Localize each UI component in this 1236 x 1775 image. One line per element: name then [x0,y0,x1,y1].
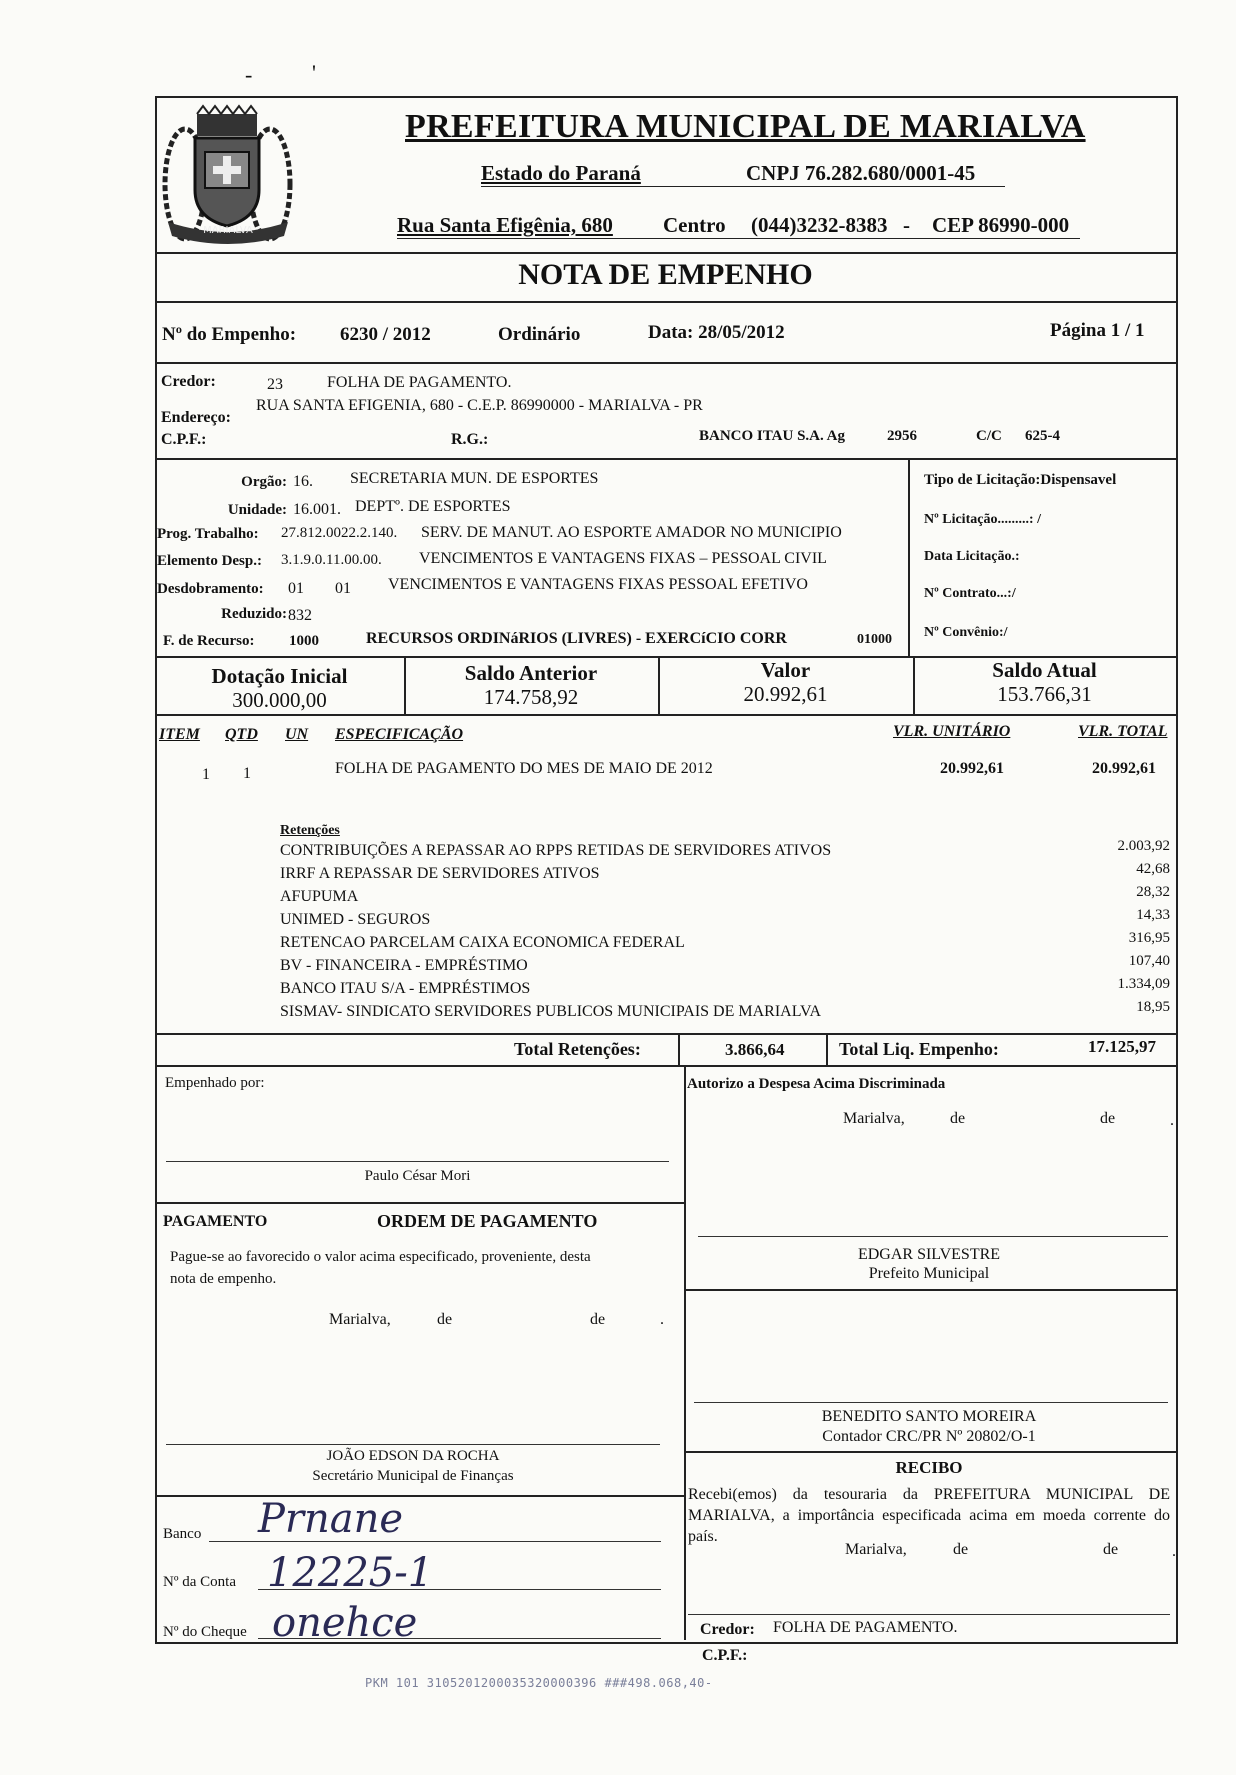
banco-handwritten: Prnane [258,1496,404,1542]
pagamento-text-line-2: nota de empenho. [170,1271,277,1287]
saldo-atual-label: Saldo Atual [992,658,1097,682]
retencao-description: AFUPUMA [280,888,359,905]
convenio-number: Nº Convênio:/ [924,625,1008,640]
elemento-code: 3.1.9.0.11.00.00. [281,552,382,568]
total-retencoes-label: Total Retenções: [514,1039,641,1059]
cheque-label: Nº do Cheque [163,1624,247,1640]
recibo-de-1: de [953,1541,969,1558]
prog-code: 27.812.0022.2.140. [281,525,398,541]
empenho-number-label: Nº do Empenho: [162,324,297,345]
recurso-label: F. de Recurso: [163,633,255,649]
retencao-description: CONTRIBUIÇÕES A REPASSAR AO RPPS RETIDAS DE SERVIDORES ATIVOS [280,842,832,859]
contador-name: BENEDITO SANTO MOREIRA [821,1408,1037,1425]
valor-value: 20.992,61 [743,682,828,706]
autorizo-de-2: de [1100,1110,1116,1127]
retencao-value: 107,40 [1128,953,1170,969]
page-title: PREFEITURA MUNICIPAL DE MARIALVA [405,108,1086,145]
valor-label: Valor [760,658,811,682]
credor-label: Credor: [161,373,216,390]
recurso-name: RECURSOS ORDINáRIOS (LIVRES) - EXERCíCIO CORR [366,630,787,647]
retencao-description: BANCO ITAU S/A - EMPRÉSTIMOS [280,980,531,997]
header-street: Rua Santa Efigênia, 680 [397,213,613,237]
header-underline [397,238,1080,239]
secretario-role: Secretário Municipal de Finanças [312,1468,514,1484]
empenho-type: Ordinário [498,324,581,345]
recibo-text-line-3: país. [688,1528,718,1545]
header-cnpj: CNPJ 76.282.680/0001-45 [746,161,976,185]
retencao-description: BV - FINANCEIRA - EMPRÉSTIMO [280,957,528,974]
retencao-value: 42,68 [1136,861,1170,877]
column-header-especificacao: ESPECIFICAÇÃO [335,726,464,743]
header-underline [481,186,1005,187]
prefeito-signature-line [698,1236,1168,1237]
licitacao-date: Data Licitação.: [924,549,1020,564]
saldo-anterior-value: 174.758,92 [483,685,579,709]
unidade-name: DEPTº. DE ESPORTES [355,498,511,515]
coat-of-arms-logo [160,104,295,254]
header-district: Centro [663,213,726,237]
pagamento-de-1: de [437,1311,453,1328]
retencao-value: 2.003,92 [1117,838,1170,854]
rg-label: R.G.: [451,431,489,448]
total-liquido-label: Total Liq. Empenho: [839,1039,999,1059]
retencoes-title: Retenções [280,823,340,838]
recibo-credor-name: FOLHA DE PAGAMENTO. [773,1619,958,1636]
column-header-item: ITEM [159,726,200,743]
retencao-value: 18,95 [1136,999,1170,1015]
page-number: Página 1 / 1 [1050,320,1145,341]
saldo-atual-value: 153.766,31 [997,682,1092,706]
orgao-name: SECRETARIA MUN. DE ESPORTES [350,470,599,487]
prefeito-role: Prefeito Municipal [868,1265,990,1282]
cheque-handwritten: onehce [272,1600,418,1646]
recibo-place: Marialva, [845,1541,907,1558]
elemento-label: Elemento Desp.: [157,553,262,569]
reduzido-value: 832 [288,607,312,624]
conta-handwritten: 12225-1 [267,1550,434,1596]
prog-label: Prog. Trabalho: [157,526,259,542]
total-retencoes-value: 3.866,64 [725,1040,785,1059]
retencao-description: IRRF A REPASSAR DE SERVIDORES ATIVOS [280,865,600,882]
orgao-code: 16. [293,473,313,490]
saldo-anterior-label: Saldo Anterior [464,661,598,685]
autorizo-place: Marialva, [843,1110,905,1127]
desdobramento-code-a: 01 [288,580,304,597]
contador-signature-line [694,1402,1168,1403]
contrato-number: Nº Contrato...:/ [924,586,1016,601]
pagamento-dot: . [660,1311,664,1328]
retencao-value: 1.334,09 [1117,976,1170,992]
desdobramento-label: Desdobramento: [157,581,264,597]
dotacao-inicial-label: Dotação Inicial [211,664,348,688]
banco-label: Banco [163,1526,202,1542]
ordem-pagamento-label: ORDEM DE PAGAMENTO [377,1211,598,1231]
autorizo-de-1: de [950,1110,966,1127]
recibo-signature-line [688,1614,1170,1615]
column-header-qtd: QTD [225,726,258,743]
header-phone: (044)3232-8383 [751,213,888,237]
conta-label: Nº da Conta [163,1574,236,1590]
header-state: Estado do Paraná [481,161,641,185]
pagamento-de-2: de [590,1311,606,1328]
empenhado-signature-line [166,1161,669,1162]
empenhado-label: Empenhado por: [165,1075,265,1091]
column-header-unit-value: VLR. UNITÁRIO [893,723,1011,740]
item-total-value: 20.992,61 [1092,760,1156,777]
unidade-label: Unidade: [227,502,287,518]
retencao-description: RETENCAO PARCELAM CAIXA ECONOMICA FEDERAL [280,934,685,951]
autorizo-dot: . [1170,1112,1174,1129]
retencao-description: UNIMED - SEGUROS [280,911,431,928]
credor-code: 23 [267,376,283,393]
recibo-dot: . [1172,1543,1176,1560]
empenhado-name: Paulo César Mori [364,1168,471,1184]
dotacao-inicial-value: 300.000,00 [232,688,327,712]
cpf-label: C.P.F.: [161,431,207,448]
secretario-signature-line [166,1444,660,1445]
empenho-date: Data: 28/05/2012 [648,322,785,343]
desdobramento-name: VENCIMENTOS E VANTAGENS FIXAS PESSOAL EFETIVO [388,576,808,593]
account-number: 625-4 [1025,428,1060,444]
svg-text:MARIALVA: MARIALVA [203,225,253,236]
credor-address: RUA SANTA EFIGENIA, 680 - C.E.P. 86990000 - MARIALVA - PR [256,397,703,414]
bank-agency: 2956 [887,428,917,444]
coat-of-arms-icon [160,104,295,254]
total-liquido-value: 17.125,97 [1088,1037,1156,1056]
desdobramento-code-b: 01 [335,580,351,597]
orgao-label: Orgão: [241,474,287,490]
elemento-name: VENCIMENTOS E VANTAGENS FIXAS – PESSOAL CIVIL [419,550,827,567]
column-header-total-value: VLR. TOTAL [1078,723,1168,740]
header-separator: - [903,213,910,237]
recibo-de-2: de [1103,1541,1119,1558]
item-unit-value: 20.992,61 [940,760,1004,777]
recibo-text-line-2: MARIALVA, a importância especificada acima em moeda corrente do [688,1507,1170,1524]
header-cep: CEP 86990-000 [932,213,1070,237]
prefeito-name: EDGAR SILVESTRE [857,1246,1001,1263]
recurso-code: 1000 [289,633,319,649]
recibo-cpf-label: C.P.F.: [702,1647,748,1664]
recibo-text-line-1: Recebi(emos) da tesouraria da PREFEITURA MUNICIPAL DE [688,1486,1170,1503]
footer-print-code: PKM 101 3105201200035320000396 ###498.068,40- [365,1676,713,1690]
retencao-value: 316,95 [1128,930,1170,946]
retencao-value: 14,33 [1136,907,1170,923]
item-description: FOLHA DE PAGAMENTO DO MES DE MAIO DE 2012 [335,760,713,777]
secretario-name: JOÃO EDSON DA ROCHA [326,1448,500,1464]
licitacao-type: Tipo de Licitação:Dispensavel [924,472,1117,488]
item-number: 1 [202,766,210,783]
retencao-description: SISMAV- SINDICATO SERVIDORES PUBLICOS MUNICIPAIS DE MARIALVA [280,1003,822,1020]
credor-name: FOLHA DE PAGAMENTO. [327,374,512,391]
empenho-number: 6230 / 2012 [340,324,431,345]
scan-mark: ' [312,60,316,85]
recurso-number: 01000 [857,632,892,647]
column-header-un: UN [285,726,309,743]
account-label: C/C [976,428,1002,444]
autorizo-label: Autorizo a Despesa Acima Discriminada [687,1076,946,1092]
licitacao-number: Nº Licitação.........: / [924,512,1041,527]
bank-name: BANCO ITAU S.A. Ag [699,428,845,444]
pagamento-place: Marialva, [329,1311,391,1328]
prog-name: SERV. DE MANUT. AO ESPORTE AMADOR NO MUNICIPIO [421,524,842,541]
address-label: Endereço: [161,409,231,426]
scan-mark: - [245,62,253,87]
unidade-code: 16.001. [293,501,341,518]
recibo-title: RECIBO [895,1458,963,1477]
document-title: NOTA DE EMPENHO [518,258,813,291]
pagamento-text-line-1: Pague-se ao favorecido o valor acima especificado, proveniente, desta [170,1249,591,1265]
item-quantity: 1 [243,765,251,782]
retencao-value: 28,32 [1136,884,1170,900]
recibo-credor-label: Credor: [700,1621,755,1638]
reduzido-label: Reduzido: [221,606,287,622]
contador-role: Contador CRC/PR Nº 20802/O-1 [822,1428,1036,1445]
pagamento-label: PAGAMENTO [163,1213,268,1230]
